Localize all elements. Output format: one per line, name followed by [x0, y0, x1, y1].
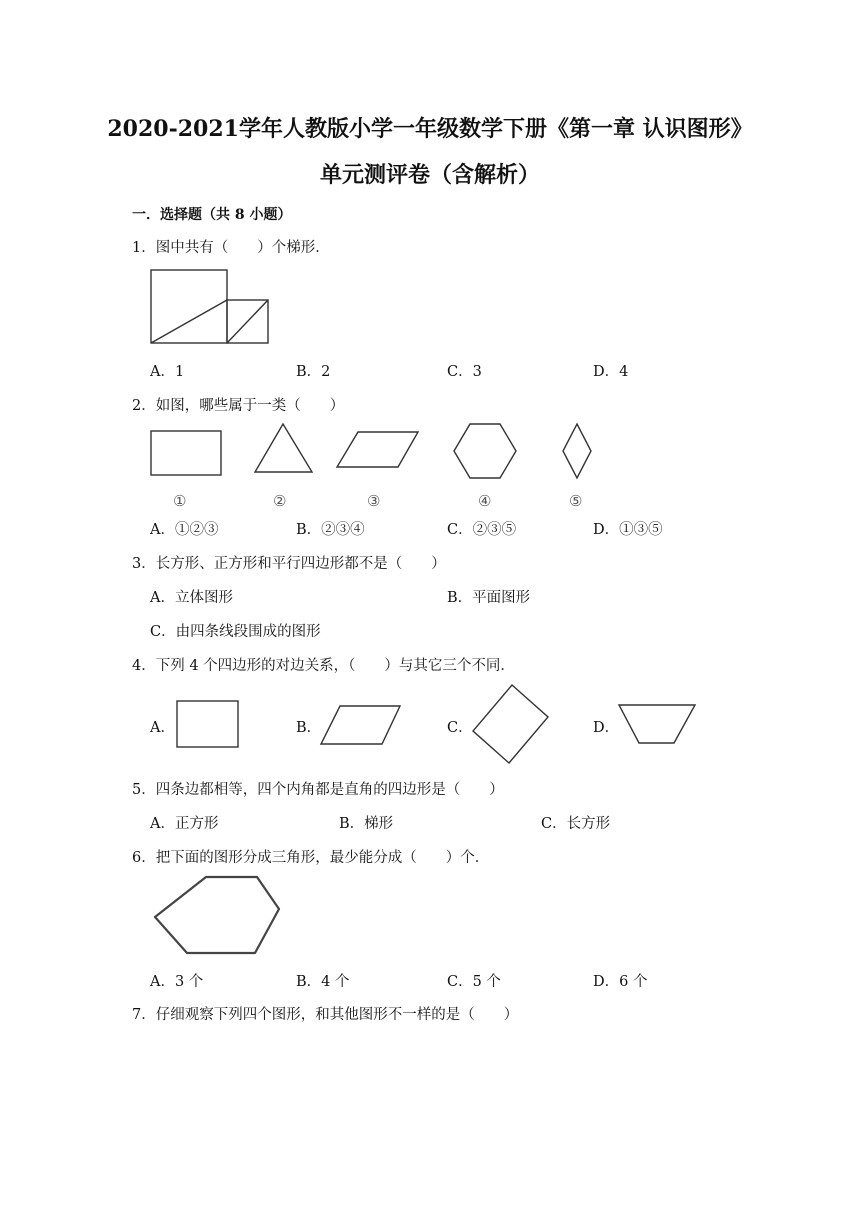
question-7-stem: 7．仔细观察下列四个图形，和其他图形不一样的是（ ） [132, 1007, 519, 1023]
question-6-option-c[interactable]: C．5 个 [447, 974, 501, 990]
question-2-option-a[interactable]: A．①②③ [150, 522, 219, 538]
question-2-option-b[interactable]: B．②③④ [296, 522, 365, 538]
question-1-option-d[interactable]: D．4 [593, 364, 629, 380]
question-3-option-c[interactable]: C．由四条线段围成的图形 [150, 624, 321, 640]
question-1-stem: 1．图中共有（ ）个梯形． [132, 240, 330, 256]
question-1-option-c[interactable]: C．3 [447, 364, 482, 380]
question-2-stem: 2．如图，哪些属于一类（ ） [132, 398, 345, 414]
question-2-option-c[interactable]: C．②③⑤ [447, 522, 517, 538]
question-4-option-c[interactable]: C． [447, 720, 473, 736]
question-6-option-d[interactable]: D．6 个 [593, 974, 648, 990]
question-2-label-4: ④ [478, 492, 492, 510]
question-5-option-a[interactable]: A．正方形 [150, 816, 219, 832]
question-2-option-d[interactable]: D．①③⑤ [593, 522, 663, 538]
document-title-line2: 单元测评卷（含解析） [319, 162, 540, 188]
question-5-option-b[interactable]: B．梯形 [339, 816, 394, 832]
question-3-stem: 3．长方形、正方形和平行四边形都不是（ ） [132, 556, 446, 572]
question-4-option-b[interactable]: B． [296, 720, 322, 736]
question-4-stem: 4．下列 4 个四边形的对边关系，（ ）与其它三个不同． [132, 658, 515, 674]
question-5-option-c[interactable]: C．长方形 [541, 816, 611, 832]
question-2-label-5: ⑤ [569, 492, 583, 510]
question-6-option-a[interactable]: A．3 个 [150, 974, 204, 990]
question-4-option-d[interactable]: D． [593, 720, 620, 736]
question-1-option-b[interactable]: B．2 [296, 364, 331, 380]
question-2-label-2: ② [273, 492, 287, 510]
question-2-label-1: ① [173, 492, 187, 510]
question-3-option-a[interactable]: A．立体图形 [150, 590, 233, 606]
question-2-label-3: ③ [367, 492, 381, 510]
section-heading-choice: 一．选择题（共 8 小题） [132, 207, 292, 223]
question-5-stem: 5．四条边都相等，四个内角都是直角的四边形是（ ） [132, 782, 504, 798]
question-3-option-b[interactable]: B．平面图形 [447, 590, 531, 606]
question-6-option-b[interactable]: B．4 个 [296, 974, 350, 990]
question-6-stem: 6．把下面的图形分成三角形，最少能分成（ ）个． [132, 850, 490, 866]
document-title-line1: 2020-2021学年人教版小学一年级数学下册《第一章 认识图形》 [107, 116, 753, 142]
question-4-option-a[interactable]: A． [150, 720, 175, 736]
question-1-option-a[interactable]: A．1 [150, 364, 185, 380]
